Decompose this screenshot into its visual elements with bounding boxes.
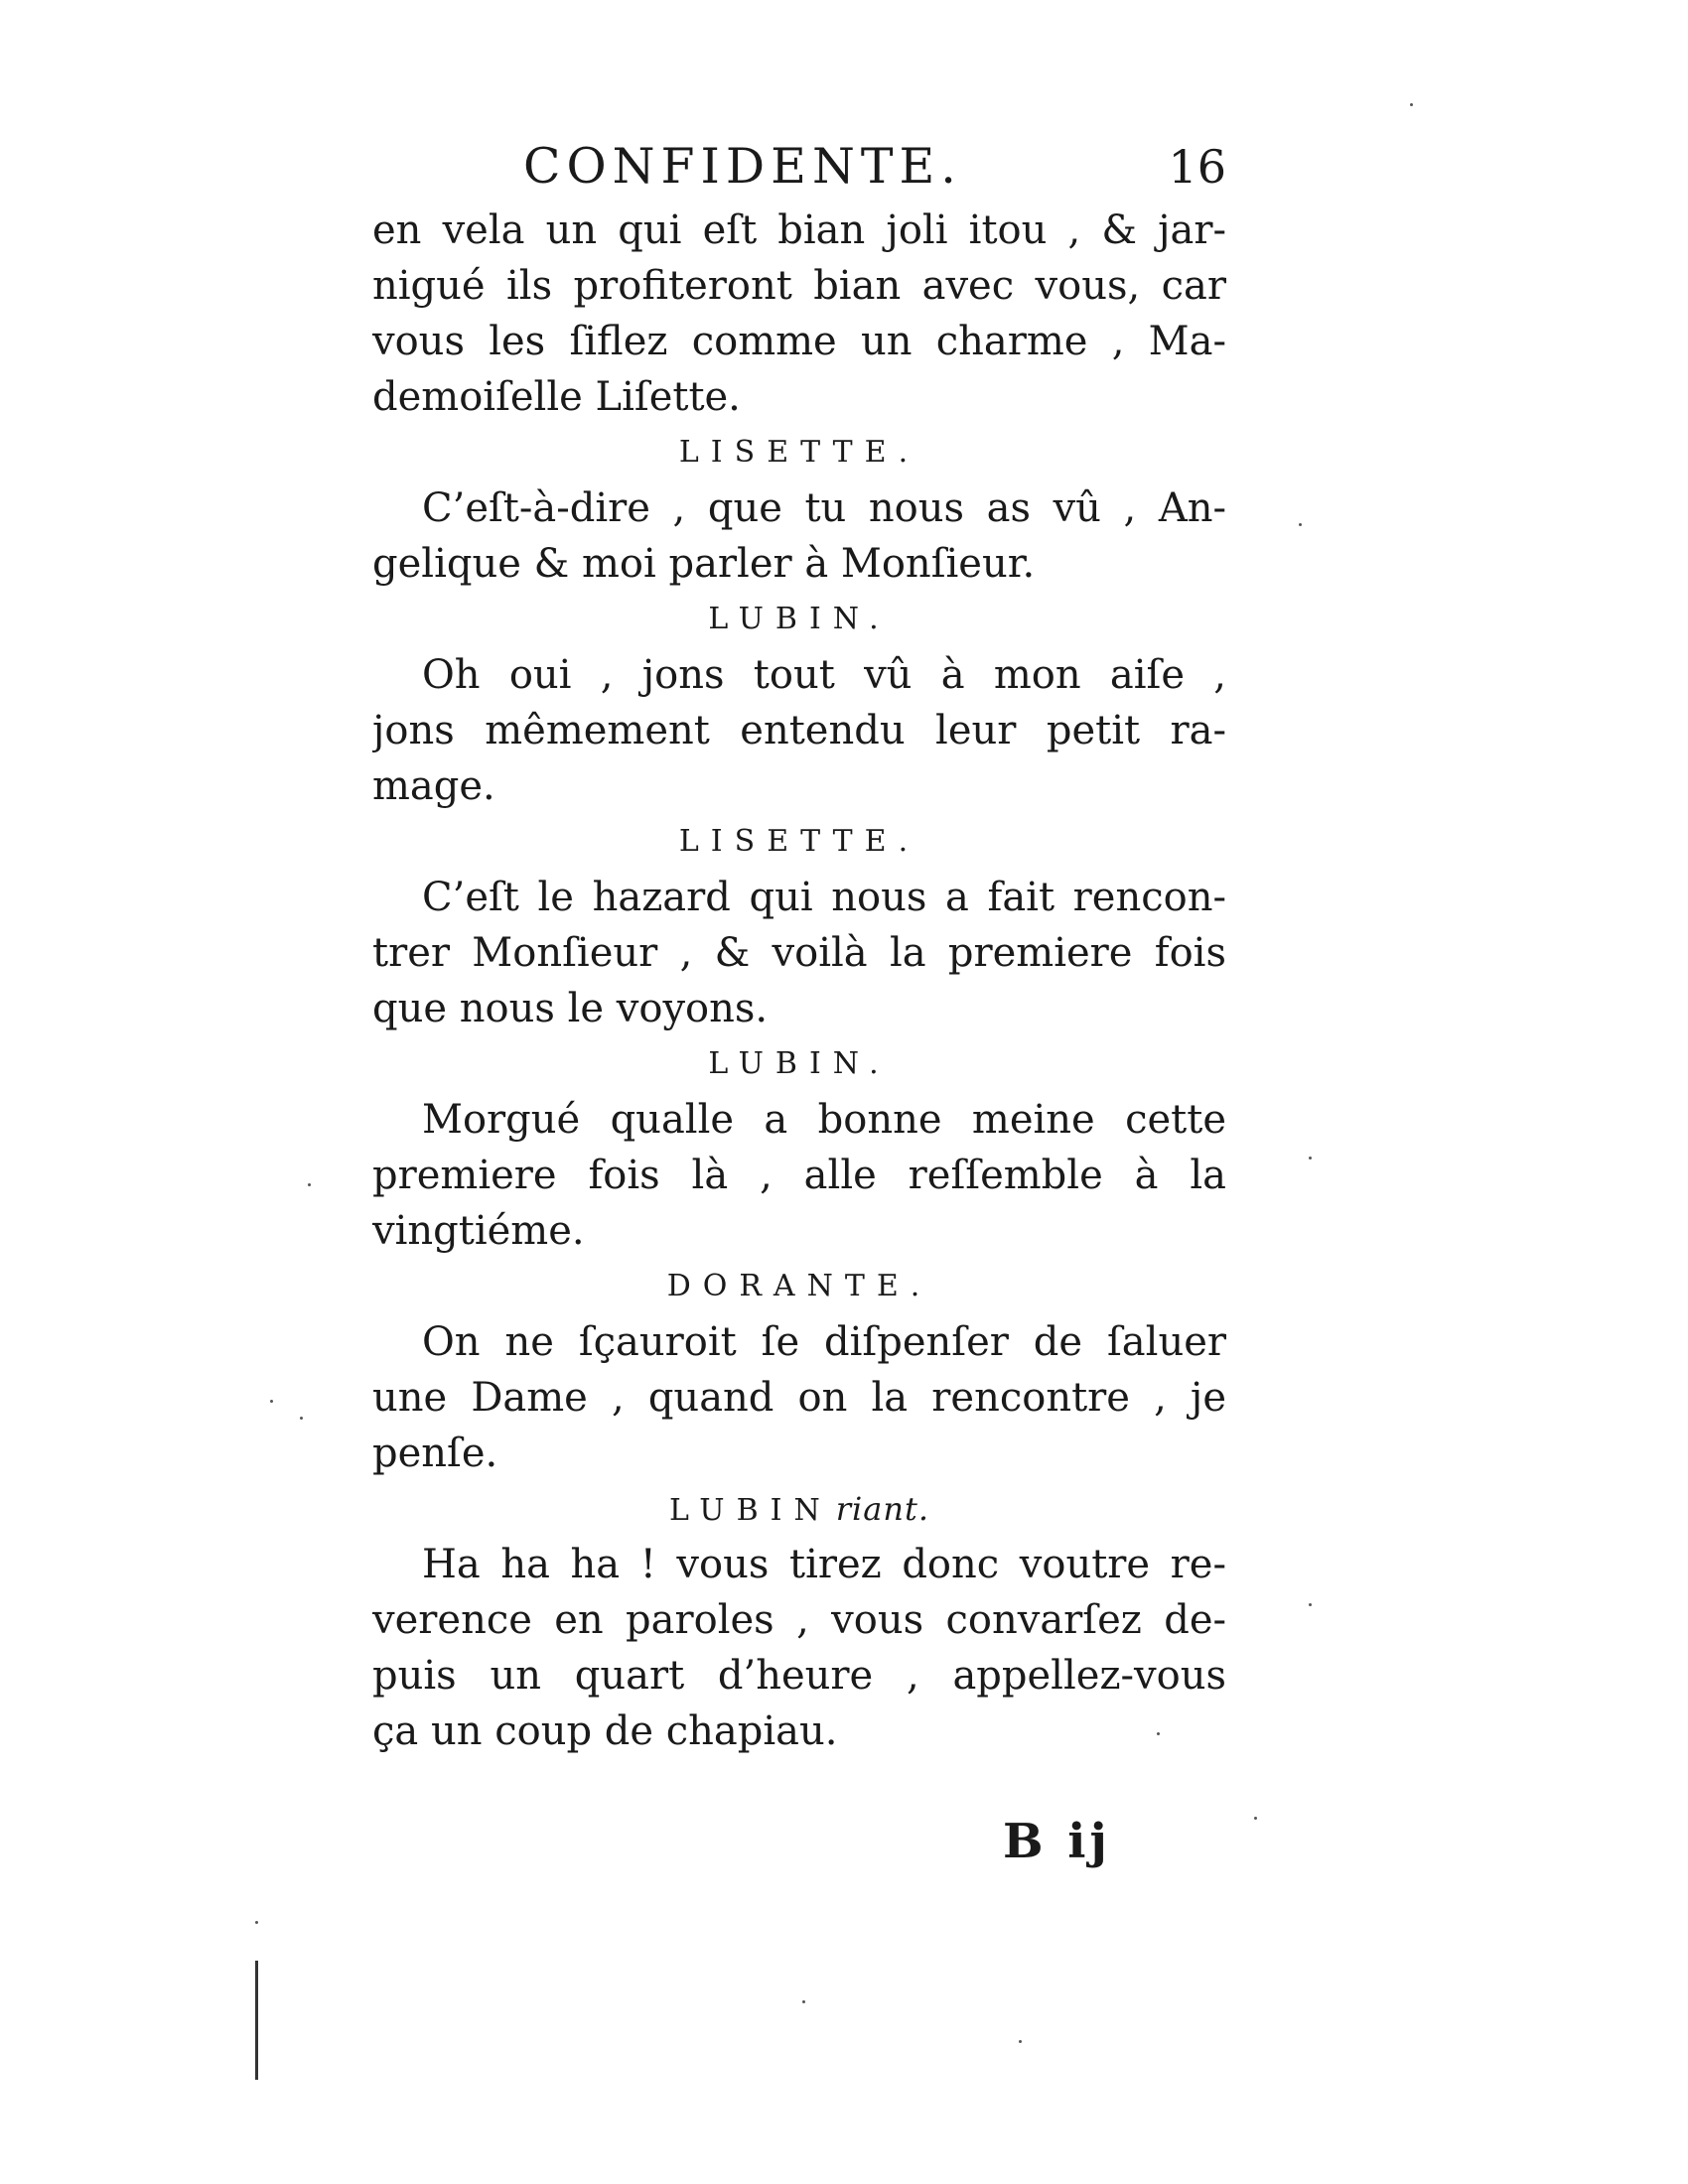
margin-rule xyxy=(255,1961,258,2080)
text-line: gelique & moi parler à Monſieur. xyxy=(372,541,1036,587)
text-line: une Dame , quand on la rencontre , je xyxy=(372,1375,1226,1421)
text-line: Morgué qualle a bonne meine cette xyxy=(422,1097,1226,1143)
text-line: trer Monſieur , & voilà la premiere fois xyxy=(372,930,1226,976)
text-line: nigué ils profiteront bian avec vous, car xyxy=(372,263,1226,309)
text-line: demoiſelle Liſette. xyxy=(372,374,741,420)
text-line: C’eſt-à-dire , que tu nous as vû , An- xyxy=(422,485,1226,531)
speaker-heading xyxy=(372,592,1226,647)
text-line: ça un coup de chapiau. xyxy=(372,1708,838,1754)
paper-speck xyxy=(270,1400,273,1403)
speaker-heading xyxy=(372,1259,1226,1314)
paper-speck xyxy=(255,1921,258,1924)
text-line: premiere fois là , alle reſſemble à la xyxy=(372,1153,1226,1198)
text-line: en vela un qui eſt bian joli itou , & jar- xyxy=(372,207,1226,253)
paper-speck xyxy=(1019,2040,1022,2043)
paper-speck xyxy=(802,2000,805,2003)
speaker-heading xyxy=(372,1036,1226,1092)
speaker-heading xyxy=(372,814,1226,870)
text-line: mage. xyxy=(372,763,495,809)
paper-speck xyxy=(308,1183,311,1186)
text-line: puis un quart d’heure , appellez-vous xyxy=(372,1653,1226,1699)
paper-speck xyxy=(1299,523,1302,526)
paper-speck xyxy=(1157,1732,1160,1735)
text-line: penſe. xyxy=(372,1431,498,1476)
text-line: que nous le voyons. xyxy=(372,986,769,1031)
text-line: C’eſt le hazard qui nous a fait rencon- xyxy=(422,875,1226,920)
text-line: verence en paroles , vous convarſez de- xyxy=(372,1597,1226,1643)
paper-speck xyxy=(300,1417,303,1420)
text-line: vingtiéme. xyxy=(372,1208,585,1254)
speaker-name: LUBIN xyxy=(669,1493,832,1528)
speaker-heading xyxy=(372,425,1226,480)
paper-speck xyxy=(1309,1603,1312,1606)
paper-speck xyxy=(1254,1817,1257,1820)
speaker-name: LISETTE. xyxy=(678,435,920,470)
stage-direction: riant. xyxy=(835,1490,929,1528)
speaker-name: LUBIN. xyxy=(708,602,891,636)
text-line: vous les ſiflez comme un charme , Ma- xyxy=(372,319,1226,364)
paper-speck xyxy=(1410,103,1413,106)
signature-mark: B ij xyxy=(1003,1814,1111,1869)
page-number: 16 xyxy=(1168,140,1226,194)
play-text xyxy=(372,203,1226,1759)
text-line: Oh oui , jons tout vû à mon aiſe , xyxy=(422,652,1226,698)
paper-speck xyxy=(1309,1157,1312,1160)
text-line: Ha ha ha ! vous tirez donc voutre re- xyxy=(422,1542,1226,1587)
speaker-heading xyxy=(372,1481,1226,1537)
page-header xyxy=(372,137,1226,197)
running-title: CONFIDENTE. xyxy=(523,138,962,195)
speaker-name: LUBIN. xyxy=(708,1046,891,1081)
text-line: On ne ſçauroit ſe diſpenſer de ſaluer xyxy=(422,1319,1226,1365)
speaker-name: LISETTE. xyxy=(678,824,920,859)
text-line: jons mêmement entendu leur petit ra- xyxy=(372,708,1226,753)
speaker-name: DORANTE. xyxy=(666,1269,932,1303)
